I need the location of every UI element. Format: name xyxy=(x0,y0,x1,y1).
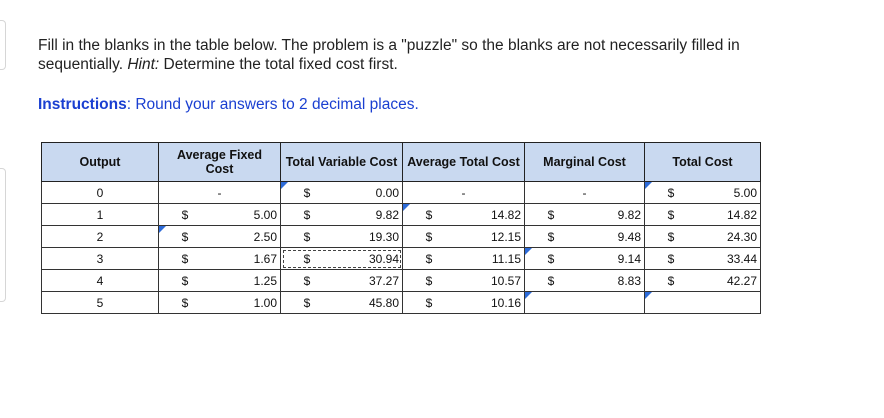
value: 9.82 xyxy=(375,207,399,222)
left-edge-tab xyxy=(0,168,6,302)
prompt-line-1: Fill in the blanks in the table below. The problem is a "puzzle" so the blanks are not necessarily filled in xyxy=(38,37,740,54)
dollar-sign: $ xyxy=(181,229,189,244)
cost-table xyxy=(41,142,761,314)
tvc-cell xyxy=(281,292,403,314)
mc-cell xyxy=(525,204,645,226)
prompt-line-2 xyxy=(38,55,838,74)
atc-cell xyxy=(403,182,525,204)
dollar-sign: $ xyxy=(547,251,555,266)
output-cell: 0 xyxy=(42,182,159,204)
hint-label: Hint: xyxy=(127,56,160,73)
dollar-sign: $ xyxy=(303,273,311,288)
value: 8.83 xyxy=(617,273,641,288)
value: 2.50 xyxy=(253,229,277,244)
table-header-row xyxy=(42,143,761,182)
header-output: Output xyxy=(42,143,159,182)
value: 1.25 xyxy=(253,273,277,288)
dollar-sign: $ xyxy=(425,295,433,310)
table-row xyxy=(42,182,761,204)
output-cell: 2 xyxy=(42,226,159,248)
tc-input[interactable] xyxy=(645,182,761,204)
value: 11.15 xyxy=(491,251,521,266)
table-row xyxy=(42,226,761,248)
tvc-cell xyxy=(281,226,403,248)
table-row xyxy=(42,270,761,292)
value: 9.82 xyxy=(617,207,641,222)
value: 14.82 xyxy=(490,207,521,222)
tc-input-empty[interactable] xyxy=(645,292,761,314)
value: 45.80 xyxy=(368,295,399,310)
afc-cell xyxy=(159,292,281,314)
prompt-line-2-start: sequentially. xyxy=(38,56,128,73)
mc-cell xyxy=(525,226,645,248)
value: 37.27 xyxy=(368,273,399,288)
prompt-line-2-end: Determine the total fixed cost first. xyxy=(159,56,398,73)
dollar-sign: $ xyxy=(303,251,311,266)
value: - xyxy=(461,185,466,200)
table-row xyxy=(42,204,761,226)
tvc-cell xyxy=(281,248,403,270)
dollar-sign: $ xyxy=(303,185,311,200)
value: 42.27 xyxy=(726,273,757,288)
dollar-sign: $ xyxy=(425,251,433,266)
tvc-cell xyxy=(281,270,403,292)
value: 19.30 xyxy=(368,229,399,244)
instructions-text: : Round your answers to 2 decimal places. xyxy=(126,96,419,113)
atc-input[interactable] xyxy=(403,204,525,226)
value: 14.82 xyxy=(726,207,757,222)
header-marginal-cost: Marginal Cost xyxy=(525,143,645,182)
header-average-fixed-cost: Average Fixed Cost xyxy=(159,143,281,182)
instructions xyxy=(38,96,419,114)
afc-cell xyxy=(159,204,281,226)
dollar-sign: $ xyxy=(667,185,675,200)
dollar-sign: $ xyxy=(667,251,675,266)
tc-cell xyxy=(645,204,761,226)
dollar-sign: $ xyxy=(303,207,311,222)
tvc-cell xyxy=(281,204,403,226)
afc-cell xyxy=(159,248,281,270)
value: 1.67 xyxy=(253,251,277,266)
dollar-sign: $ xyxy=(303,295,311,310)
dollar-sign: $ xyxy=(303,229,311,244)
dollar-sign: $ xyxy=(425,273,433,288)
afc-input[interactable] xyxy=(159,226,281,248)
value: 12.15 xyxy=(490,229,521,244)
afc-cell xyxy=(159,182,281,204)
dollar-sign: $ xyxy=(425,207,433,222)
tc-cell xyxy=(645,226,761,248)
dollar-sign: $ xyxy=(547,229,555,244)
dollar-sign: $ xyxy=(667,207,675,222)
output-cell: 3 xyxy=(42,248,159,270)
dollar-sign: $ xyxy=(181,207,189,222)
dollar-sign: $ xyxy=(181,251,189,266)
value: 9.48 xyxy=(617,229,641,244)
value: 10.16 xyxy=(490,295,521,310)
value: 5.00 xyxy=(733,185,757,200)
value: 33.44 xyxy=(726,251,757,266)
mc-input[interactable] xyxy=(525,248,645,270)
dollar-sign: $ xyxy=(667,273,675,288)
value: 10.57 xyxy=(490,273,521,288)
table-row xyxy=(42,292,761,314)
dollar-sign: $ xyxy=(547,273,555,288)
value: 24.30 xyxy=(726,229,757,244)
value: 5.00 xyxy=(253,207,277,222)
atc-cell xyxy=(403,270,525,292)
dollar-sign: $ xyxy=(181,295,189,310)
value: 1.00 xyxy=(253,295,277,310)
value: 9.14 xyxy=(617,251,641,266)
output-cell: 1 xyxy=(42,204,159,226)
header-average-total-cost: Average Total Cost xyxy=(403,143,525,182)
dollar-sign: $ xyxy=(667,229,675,244)
tvc-input[interactable] xyxy=(281,182,403,204)
dollar-sign: $ xyxy=(547,207,555,222)
value: - xyxy=(582,185,587,200)
question-prompt xyxy=(38,36,838,74)
table-row xyxy=(42,248,761,270)
mc-cell xyxy=(525,182,645,204)
dollar-sign: $ xyxy=(425,229,433,244)
tc-cell xyxy=(645,248,761,270)
header-total-variable-cost: Total Variable Cost xyxy=(281,143,403,182)
instructions-label: Instructions xyxy=(38,96,127,113)
value: 30.94 xyxy=(368,251,399,266)
left-edge-tab xyxy=(0,20,6,70)
tc-cell xyxy=(645,270,761,292)
output-cell: 5 xyxy=(42,292,159,314)
atc-cell xyxy=(403,226,525,248)
mc-input-empty[interactable] xyxy=(525,292,645,314)
dollar-sign: $ xyxy=(181,273,189,288)
atc-cell xyxy=(403,248,525,270)
header-total-cost: Total Cost xyxy=(645,143,761,182)
afc-cell xyxy=(159,270,281,292)
atc-cell xyxy=(403,292,525,314)
value: - xyxy=(217,185,222,200)
output-cell: 4 xyxy=(42,270,159,292)
mc-cell xyxy=(525,270,645,292)
value: 0.00 xyxy=(375,185,399,200)
